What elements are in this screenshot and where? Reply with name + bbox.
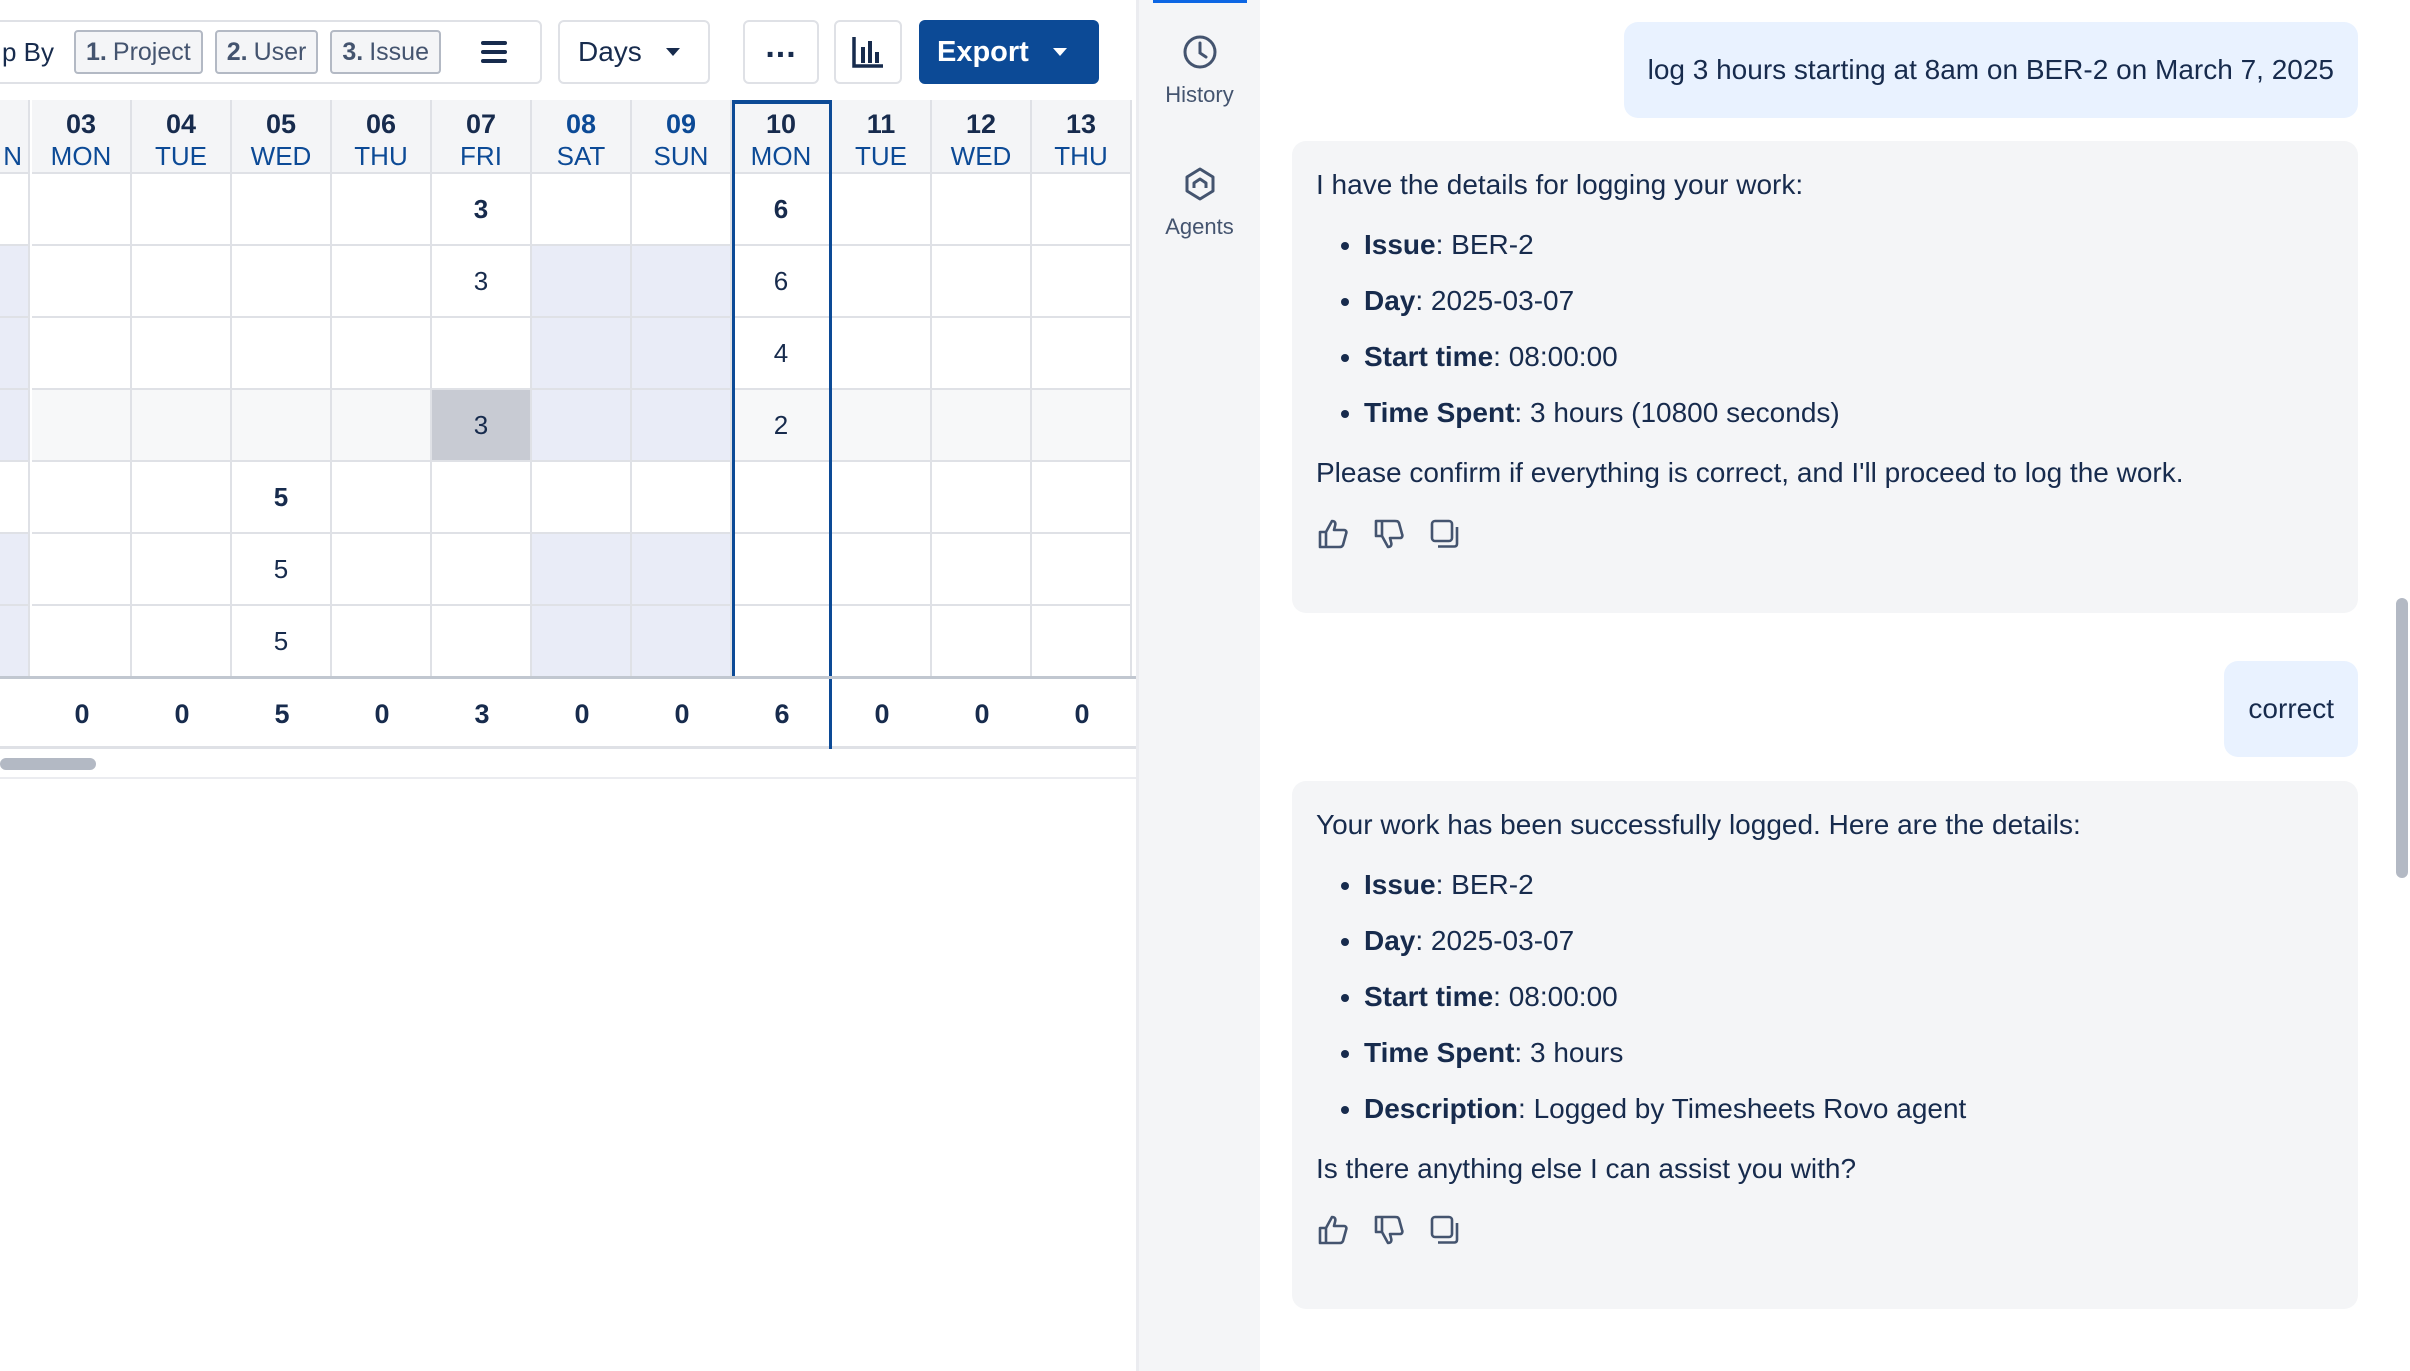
hours-cell[interactable]: 6 (732, 174, 830, 246)
day-dow: N (3, 141, 22, 171)
hours-cell[interactable]: 6 (732, 246, 830, 318)
hours-cell[interactable] (332, 534, 430, 606)
total-cell: 0 (74, 698, 90, 729)
today-marker (732, 100, 832, 104)
day-column (532, 100, 632, 678)
nav-agents[interactable] (1139, 164, 1260, 240)
total-cell: 0 (1074, 698, 1090, 729)
day-column (432, 100, 532, 678)
day-header (332, 100, 430, 174)
hours-cell[interactable] (532, 534, 630, 606)
day-number: 09 (665, 109, 697, 139)
agent-message-outro: Is there anything else I can assist you with? (1316, 1153, 1857, 1184)
hours-cell[interactable] (632, 606, 730, 678)
day-number: 05 (265, 109, 297, 139)
day-column (932, 100, 1032, 678)
agent-message (1292, 781, 2358, 1309)
hours-cell[interactable] (1032, 606, 1130, 678)
thumbs-up-icon[interactable] (1316, 1213, 1350, 1247)
nav-history[interactable] (1139, 32, 1260, 108)
hours-cell[interactable] (732, 534, 830, 606)
day-column (732, 100, 832, 678)
hours-cell[interactable] (132, 534, 230, 606)
total-cell: 6 (774, 698, 790, 729)
hours-cell[interactable] (632, 318, 730, 390)
group-chip-user[interactable]: 2. User (215, 30, 319, 74)
hours-cell[interactable] (1032, 246, 1130, 318)
day-dow: WED (950, 141, 1012, 171)
thumbs-up-icon[interactable] (1316, 517, 1350, 551)
list-item: • Issue: BER-2 (1364, 865, 2334, 905)
hours-cell[interactable] (332, 174, 430, 246)
more-options-button[interactable] (743, 20, 819, 84)
hours-cell[interactable] (232, 246, 330, 318)
timesheet-panel (0, 0, 1138, 1371)
chevron-down-icon (666, 48, 680, 56)
hours-cell[interactable] (232, 318, 330, 390)
hours-cell[interactable] (532, 246, 630, 318)
totals-row (0, 679, 1138, 749)
list-item: • Time Spent: 3 hours (1364, 1033, 2334, 1073)
day-dow: MON (750, 141, 812, 171)
side-nav (1139, 0, 1260, 1371)
day-header (932, 100, 1030, 174)
group-chip-project[interactable]: 1. Project (74, 30, 203, 74)
hours-cell[interactable] (1032, 462, 1130, 534)
day-number: 07 (465, 109, 497, 139)
bar-chart-icon (851, 35, 885, 69)
agent-message-intro: Your work has been successfully logged. Here are the details: (1316, 809, 2081, 840)
hours-cell[interactable] (932, 390, 1030, 462)
total-cell: 0 (874, 698, 890, 729)
total-cell: 0 (974, 698, 990, 729)
hours-cell[interactable] (832, 318, 930, 390)
hours-cell[interactable] (432, 534, 530, 606)
hours-cell[interactable] (932, 462, 1030, 534)
detail-list (1364, 225, 2334, 433)
day-header (1032, 100, 1130, 174)
hours-cell[interactable] (932, 318, 1030, 390)
copy-icon[interactable] (1428, 517, 1462, 551)
list-item: • Time Spent: 3 hours (10800 seconds) (1364, 393, 2334, 433)
hours-cell[interactable] (532, 390, 630, 462)
hours-cell[interactable] (32, 462, 130, 534)
feedback-bar (1316, 517, 2334, 551)
day-header (732, 100, 830, 174)
hours-cell[interactable] (932, 174, 1030, 246)
hours-cell[interactable] (932, 246, 1030, 318)
hours-cell[interactable] (1032, 174, 1130, 246)
hours-cell[interactable] (32, 534, 130, 606)
copy-icon[interactable] (1428, 1213, 1462, 1247)
horizontal-scrollbar[interactable] (0, 758, 96, 770)
day-dow: FRI (460, 141, 502, 171)
day-column (32, 100, 132, 678)
hours-cell[interactable]: 5 (232, 534, 330, 606)
user-message-text: correct (2248, 693, 2334, 724)
day-column (132, 100, 232, 678)
hours-cell[interactable] (32, 174, 130, 246)
total-cell: 3 (474, 698, 490, 729)
hours-cell[interactable] (332, 606, 430, 678)
group-menu-icon[interactable] (481, 41, 521, 63)
hours-cell[interactable] (32, 318, 130, 390)
hours-cell[interactable] (532, 606, 630, 678)
hours-cell[interactable] (832, 174, 930, 246)
clock-icon (1180, 32, 1220, 72)
hours-cell[interactable] (1032, 390, 1130, 462)
day-number: 04 (165, 109, 197, 139)
hours-cell[interactable] (532, 174, 630, 246)
day-number: 12 (965, 109, 997, 139)
day-number: 03 (65, 109, 97, 139)
group-by-label: p By (2, 36, 55, 67)
hours-cell[interactable] (132, 318, 230, 390)
day-column (1032, 100, 1132, 678)
list-item: • Day: 2025-03-07 (1364, 281, 2334, 321)
day-dow: MON (50, 141, 112, 171)
hours-cell[interactable] (32, 390, 130, 462)
day-column (832, 100, 932, 678)
timesheet-toolbar (0, 20, 1138, 86)
group-by-control (0, 20, 542, 84)
hours-cell[interactable]: 3 (432, 246, 530, 318)
hours-cell[interactable]: 2 (732, 390, 830, 462)
hours-cell[interactable] (132, 606, 230, 678)
total-cell: 0 (374, 698, 390, 729)
hours-cell[interactable] (132, 246, 230, 318)
hours-cell[interactable] (832, 246, 930, 318)
chat-panel (1260, 0, 2410, 1371)
vertical-scrollbar[interactable] (2396, 598, 2408, 878)
total-cell: 0 (174, 698, 190, 729)
day-header (232, 100, 330, 174)
feedback-bar (1316, 1213, 2334, 1247)
day-dow: THU (1054, 141, 1108, 171)
hours-cell[interactable]: 5 (232, 606, 330, 678)
period-select[interactable] (558, 20, 710, 84)
list-item: • Start time: 08:00:00 (1364, 337, 2334, 377)
hours-cell[interactable] (332, 246, 430, 318)
nav-agents-label: Agents (1165, 214, 1234, 239)
user-message (2224, 661, 2358, 757)
thumbs-down-icon[interactable] (1372, 517, 1406, 551)
hours-cell[interactable] (932, 606, 1030, 678)
list-item: • Day: 2025-03-07 (1364, 921, 2334, 961)
user-message (1624, 22, 2358, 118)
total-cell: 5 (274, 698, 290, 729)
hours-cell[interactable] (832, 534, 930, 606)
day-dow: WED (250, 141, 312, 171)
hours-cell[interactable] (332, 462, 430, 534)
hours-cell[interactable]: 4 (732, 318, 830, 390)
day-number: 13 (1065, 109, 1097, 139)
hours-cell[interactable] (732, 606, 830, 678)
list-item: • Description: Logged by Timesheets Rovo agent (1364, 1089, 2334, 1129)
hours-cell[interactable] (32, 606, 130, 678)
more-icon: ... (765, 27, 797, 65)
hours-cell[interactable] (232, 390, 330, 462)
day-header (532, 100, 630, 174)
hours-cell[interactable] (132, 462, 230, 534)
hours-cell[interactable]: 3 (432, 390, 530, 462)
hours-cell[interactable] (32, 246, 130, 318)
hours-cell[interactable] (632, 390, 730, 462)
day-column-partial (0, 100, 30, 678)
agent-message-intro: I have the details for logging your work: (1316, 169, 1804, 200)
period-select-value: Days (578, 36, 642, 67)
day-dow: SUN (653, 141, 709, 171)
hours-cell[interactable] (932, 534, 1030, 606)
export-label: Export (937, 35, 1029, 68)
day-header (132, 100, 230, 174)
hours-cell[interactable] (1032, 318, 1130, 390)
day-column (332, 100, 432, 678)
day-column (632, 100, 732, 678)
chevron-down-icon (1053, 48, 1067, 56)
chart-view-button[interactable] (834, 20, 902, 84)
hours-cell[interactable] (832, 462, 930, 534)
total-cell: 0 (574, 698, 590, 729)
hours-cell[interactable] (532, 462, 630, 534)
day-dow: SAT (556, 141, 606, 171)
day-header (832, 100, 930, 174)
day-number: 11 (866, 109, 896, 139)
day-dow: TUE (155, 141, 207, 171)
hours-cell[interactable] (432, 606, 530, 678)
hours-cell[interactable] (632, 246, 730, 318)
day-number: 08 (565, 109, 597, 139)
hours-cell[interactable] (732, 462, 830, 534)
hours-cell[interactable] (432, 462, 530, 534)
day-column (232, 100, 332, 678)
list-item: • Issue: BER-2 (1364, 225, 2334, 265)
day-header (32, 100, 130, 174)
hours-cell[interactable] (632, 534, 730, 606)
day-header (632, 100, 730, 174)
hours-cell[interactable] (132, 174, 230, 246)
hours-cell[interactable]: 5 (232, 462, 330, 534)
hours-cell[interactable] (1032, 534, 1130, 606)
hours-cell[interactable] (532, 318, 630, 390)
day-header (432, 100, 530, 174)
hours-cell[interactable] (632, 462, 730, 534)
detail-list (1364, 865, 2334, 1129)
hours-cell[interactable]: 3 (432, 174, 530, 246)
hours-cell[interactable] (432, 318, 530, 390)
hours-cell[interactable] (332, 318, 430, 390)
total-cell: 0 (674, 698, 690, 729)
day-dow: TUE (855, 141, 907, 171)
hours-cell[interactable] (232, 174, 330, 246)
agent-icon (1180, 164, 1220, 204)
agent-message-outro: Please confirm if everything is correct, and I'll proceed to log the work. (1316, 457, 2184, 488)
nav-history-label: History (1165, 82, 1234, 107)
agent-message (1292, 141, 2358, 613)
hours-cell[interactable] (632, 174, 730, 246)
user-message-text: log 3 hours starting at 8am on BER-2 on March 7, 2025 (1647, 54, 2334, 85)
day-dow: THU (354, 141, 408, 171)
day-number: 10 (765, 109, 797, 139)
hours-cell[interactable] (132, 390, 230, 462)
list-item: • Start time: 08:00:00 (1364, 977, 2334, 1017)
day-number: 06 (365, 109, 397, 139)
group-chip-issue[interactable]: 3. Issue (330, 30, 441, 74)
hours-cell[interactable] (832, 606, 930, 678)
export-button[interactable] (919, 20, 1099, 84)
thumbs-down-icon[interactable] (1372, 1213, 1406, 1247)
hours-cell[interactable] (832, 390, 930, 462)
hours-cell[interactable] (332, 390, 430, 462)
